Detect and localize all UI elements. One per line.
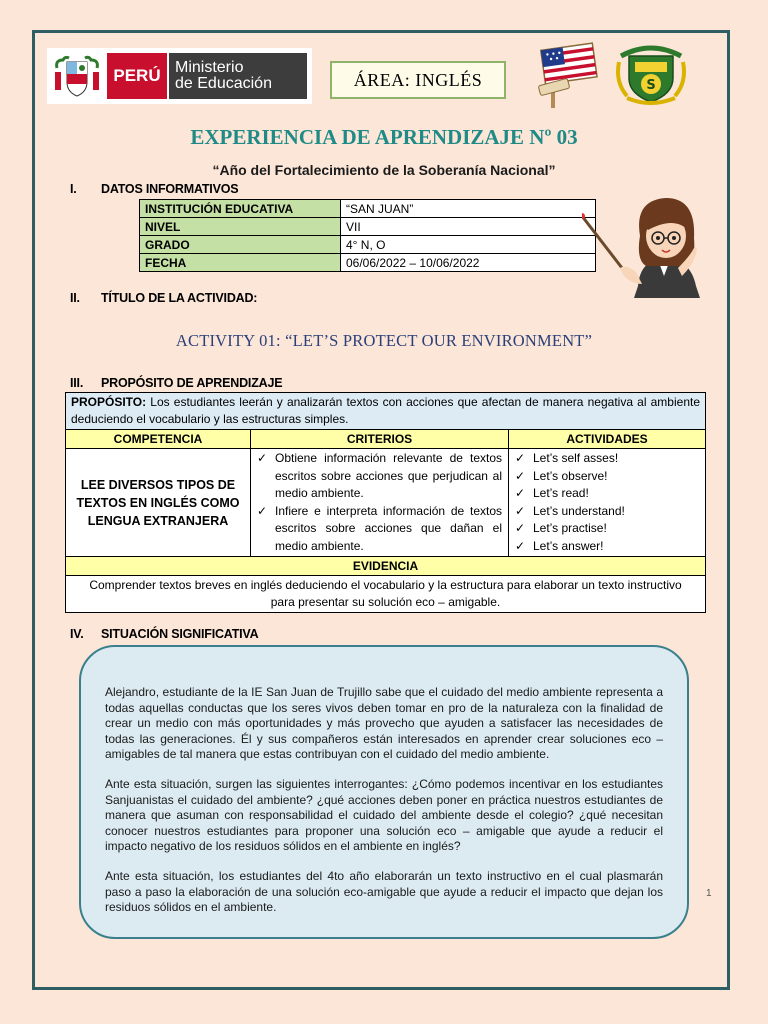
situation-paragraph-2: Ante esta situación, surgen las siguientes interrogantes: ¿Cómo podemos incentivar en los estudiantes Sanjuanistas el cuidado del ambiente? ¿qué acciones deben poner en práctica nuestros estudiantes de manera que asuman con responsabilidad el cuidado del ambiente desde el colegio? ¿qué necesitan conocer nuestros estudiantes para proponer una solución eco – amigable que ayude a reducir el impacto negativo de los residuos sólidos en el ambiente en inglés? bbox=[105, 777, 663, 853]
section-number: IV. bbox=[70, 627, 84, 641]
peru-label: PERÚ bbox=[107, 53, 167, 99]
section-label: PROPÓSITO DE APRENDIZAJE bbox=[101, 376, 283, 390]
table-row bbox=[66, 449, 706, 557]
ministry-logo bbox=[47, 48, 312, 104]
criterios-cell bbox=[251, 449, 509, 557]
actividad-item: ✓ Let’s observe! bbox=[513, 468, 701, 486]
table-row bbox=[66, 557, 706, 576]
header-actividades: ACTIVIDADES bbox=[509, 430, 706, 449]
year-motto: “Año del Fortalecimiento de la Soberanía Nacional” bbox=[212, 162, 556, 178]
actividad-item: ✓ Let’s practise! bbox=[513, 520, 701, 538]
section-number: II. bbox=[70, 291, 80, 305]
situation-paragraph-1: Alejandro, estudiante de la IE San Juan de Trujillo sabe que el cuidado del medio ambiente representa a todas aquellas conductas que los seres vivos deben tomar en pro de la naturaleza con la finalidad de crear un medio con más oportunidades y más provecho que ayuden a satisfacer las necesidades de todas las generaciones. Él y sus compañeros están interesados en aprender crear soluciones eco – amigables de tal manera que estas contribuyan con el cuidado del medio ambiente. bbox=[105, 685, 663, 761]
section-heading-1 bbox=[70, 182, 238, 196]
purpose-table bbox=[65, 392, 706, 613]
teacher-illustration-icon bbox=[582, 186, 712, 298]
purpose-cell bbox=[66, 393, 706, 430]
table-row bbox=[140, 254, 596, 272]
info-value: 4° N, O bbox=[341, 236, 596, 254]
info-value: “SAN JUAN” bbox=[341, 200, 596, 218]
purpose-label: PROPÓSITO: bbox=[71, 395, 147, 409]
header-competencia: COMPETENCIA bbox=[66, 430, 251, 449]
actividad-item: ✓ Let’s understand! bbox=[513, 503, 701, 521]
table-header-row bbox=[66, 430, 706, 449]
section-number: III. bbox=[70, 376, 84, 390]
situation-box bbox=[79, 645, 689, 939]
criterio-item: ✓ Infiere e interpreta información de textos escritos sobre acciones que dañan el medio ambiente. bbox=[255, 503, 502, 556]
activity-title: ACTIVITY 01: “LET’S PROTECT OUR ENVIRONMENT” bbox=[175, 331, 593, 350]
info-key: INSTITUCIÓN EDUCATIVA bbox=[140, 200, 341, 218]
ministry-line-2: de Educación bbox=[175, 75, 272, 92]
section-label: SITUACIÓN SIGNIFICATIVA bbox=[101, 627, 259, 641]
section-heading-3 bbox=[70, 376, 282, 390]
actividad-item: ✓ Let’s read! bbox=[513, 485, 701, 503]
actividad-item: ✓ Let’s answer! bbox=[513, 538, 701, 556]
table-row bbox=[66, 393, 706, 430]
section-number: I. bbox=[70, 182, 77, 196]
section-label: TÍTULO DE LA ACTIVIDAD: bbox=[101, 291, 258, 305]
peru-coat-of-arms-icon bbox=[53, 54, 101, 98]
info-key: GRADO bbox=[140, 236, 341, 254]
evidencia-label: EVIDENCIA bbox=[66, 557, 706, 576]
competencia-text: LEE DIVERSOS TIPOS DE TEXTOS EN INGLÉS COMO LENGUA EXTRANJERA bbox=[66, 449, 251, 557]
info-key: NIVEL bbox=[140, 218, 341, 236]
section-label: DATOS INFORMATIVOS bbox=[101, 182, 239, 196]
info-table bbox=[139, 199, 596, 272]
ministry-name bbox=[169, 53, 307, 99]
table-row bbox=[140, 218, 596, 236]
table-row bbox=[140, 200, 596, 218]
table-row bbox=[66, 576, 706, 613]
evidencia-text: Comprender textos breves en inglés deduciendo el vocabulario y la estructura para elaborar un texto instructivo para presentar su solución eco – amigable. bbox=[66, 576, 706, 613]
actividades-cell bbox=[509, 449, 706, 557]
table-row bbox=[140, 236, 596, 254]
info-key: FECHA bbox=[140, 254, 341, 272]
usa-sign-icon bbox=[537, 42, 599, 108]
info-value: VII bbox=[341, 218, 596, 236]
section-heading-4 bbox=[70, 627, 258, 641]
actividad-item: ✓ Let’s self asses! bbox=[513, 450, 701, 468]
purpose-text: Los estudiantes leerán y analizarán textos con acciones que afectan de manera negativa al ambiente deduciendo el vocabulario y las estructuras simples. bbox=[71, 395, 700, 426]
criterio-item: ✓ Obtiene información relevante de textos escritos sobre acciones que perjudican al medio ambiente. bbox=[255, 450, 502, 503]
svg-text:S: S bbox=[646, 78, 656, 93]
area-label: ÁREA: INGLÉS bbox=[330, 61, 506, 99]
school-crest-icon bbox=[613, 42, 689, 106]
header-criterios: CRITERIOS bbox=[251, 430, 509, 449]
info-value: 06/06/2022 – 10/06/2022 bbox=[341, 254, 596, 272]
ministry-line-1: Ministerio bbox=[175, 59, 244, 76]
page-title: EXPERIENCIA DE APRENDIZAJE Nº 03 bbox=[190, 125, 578, 149]
page-number: 1 bbox=[706, 888, 712, 899]
section-heading-2 bbox=[70, 291, 257, 305]
situation-paragraph-3: Ante esta situación, los estudiantes del 4to año elaborarán un texto instructivo en el cual plasmarán paso a paso la elaboración de una solución eco-amigable que ayude a reducir el impacto que dejan los residuos sólidos en el ambiente. bbox=[105, 869, 663, 914]
